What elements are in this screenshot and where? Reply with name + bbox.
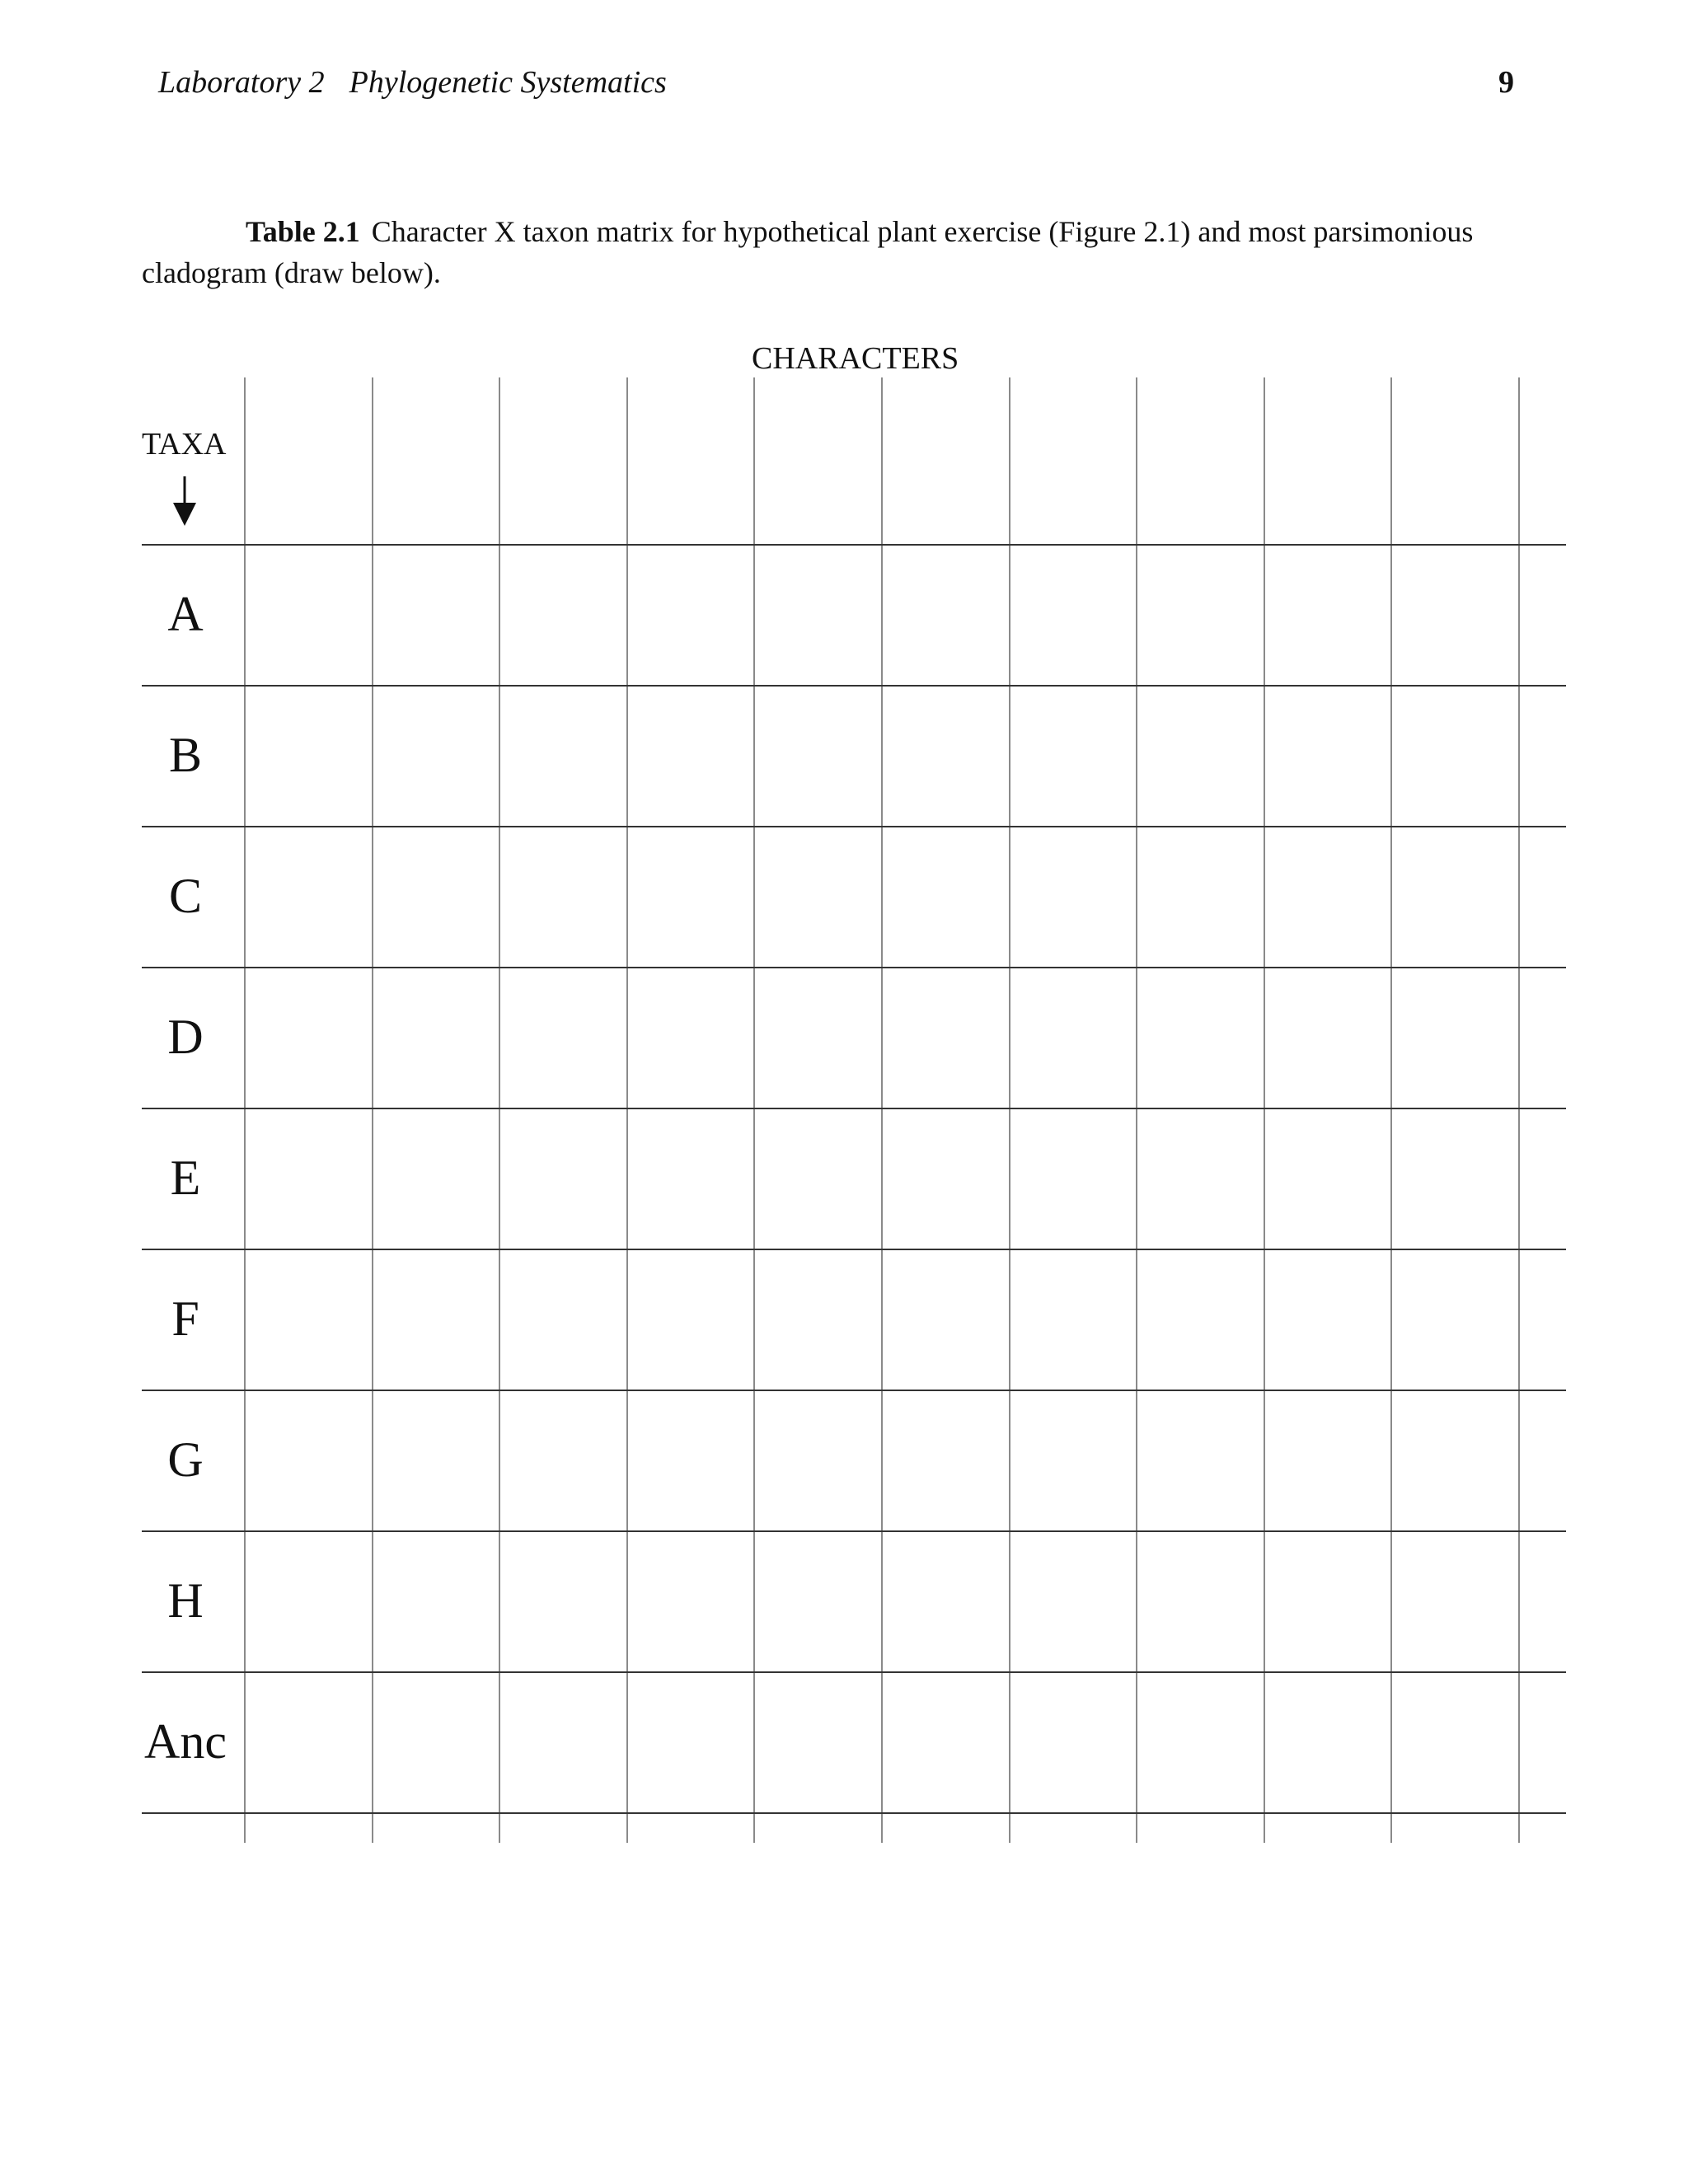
matrix-cell[interactable] [755, 1250, 879, 1388]
matrix-cell[interactable] [1265, 1109, 1390, 1247]
matrix-cell[interactable] [500, 1250, 625, 1388]
matrix-cell[interactable] [1265, 827, 1390, 965]
running-head-title: Phylogenetic Systematics [349, 65, 667, 100]
matrix-cell[interactable] [246, 546, 370, 683]
matrix-cell[interactable] [1137, 546, 1262, 683]
matrix-cell[interactable] [883, 968, 1007, 1106]
matrix-cell[interactable] [628, 1109, 753, 1247]
matrix-cell[interactable] [500, 968, 625, 1106]
matrix-cell[interactable] [1010, 1250, 1135, 1388]
caption-text: Character X taxon matrix for hypothetical plant exercise (Figure 2.1) and most parsimonious cladogram (draw below). [142, 215, 1474, 289]
matrix-cell[interactable] [246, 1250, 370, 1388]
matrix-cell[interactable] [1137, 827, 1262, 965]
matrix-cell[interactable] [373, 1673, 498, 1811]
matrix-cell[interactable] [628, 546, 753, 683]
matrix-cell[interactable] [628, 1673, 753, 1811]
matrix-cell[interactable] [1392, 546, 1517, 683]
characters-header: CHARACTERS [752, 341, 959, 376]
matrix-cell[interactable] [1010, 1109, 1135, 1247]
matrix-cell[interactable] [883, 1250, 1007, 1388]
matrix-cell[interactable] [883, 1532, 1007, 1670]
matrix-cell[interactable] [628, 827, 753, 965]
matrix-cell[interactable] [628, 1250, 753, 1388]
matrix-cell[interactable] [755, 1673, 879, 1811]
matrix-cell[interactable] [1137, 1532, 1262, 1670]
matrix-cell[interactable] [1265, 1391, 1390, 1529]
matrix-cell[interactable] [1137, 968, 1262, 1106]
matrix-cell[interactable] [1265, 968, 1390, 1106]
matrix-cell[interactable] [373, 546, 498, 683]
column-divider [1518, 377, 1520, 1843]
matrix-cell[interactable] [1265, 687, 1390, 824]
matrix-cell[interactable] [883, 546, 1007, 683]
matrix-cell[interactable] [500, 687, 625, 824]
matrix-cell[interactable] [755, 1391, 879, 1529]
matrix-cell[interactable] [1392, 687, 1517, 824]
matrix-cell[interactable] [246, 1673, 370, 1811]
matrix-cell[interactable] [755, 1109, 879, 1247]
matrix-cell[interactable] [246, 968, 370, 1106]
page-number: 9 [1498, 65, 1514, 100]
taxon-label: B [168, 727, 203, 782]
taxon-label: E [170, 1150, 201, 1205]
matrix-cell[interactable] [1010, 827, 1135, 965]
matrix-cell[interactable] [1265, 546, 1390, 683]
matrix-cell[interactable] [1010, 1532, 1135, 1670]
taxon-label: D [167, 1009, 204, 1064]
matrix-cell[interactable] [500, 827, 625, 965]
matrix-cell[interactable] [373, 968, 498, 1106]
matrix-cell[interactable] [628, 1391, 753, 1529]
matrix-cell[interactable] [1392, 1250, 1517, 1388]
running-head-lab: Laboratory 2 [158, 65, 325, 100]
matrix-cell[interactable] [1392, 1391, 1517, 1529]
matrix-cell[interactable] [1392, 1109, 1517, 1247]
matrix-cell[interactable] [373, 827, 498, 965]
taxon-label: A [167, 586, 204, 641]
matrix-cell[interactable] [883, 1109, 1007, 1247]
matrix-cell[interactable] [628, 968, 753, 1106]
matrix-cell[interactable] [883, 687, 1007, 824]
matrix-cell[interactable] [500, 1109, 625, 1247]
matrix-cell[interactable] [1137, 1250, 1262, 1388]
matrix-cell[interactable] [1392, 827, 1517, 965]
matrix-cell[interactable] [1265, 1532, 1390, 1670]
matrix-cell[interactable] [755, 546, 879, 683]
taxon-label: C [168, 868, 203, 923]
matrix-cell[interactable] [883, 1391, 1007, 1529]
matrix-cell[interactable] [373, 1532, 498, 1670]
matrix-cell[interactable] [1392, 1673, 1517, 1811]
down-arrow-icon [170, 476, 199, 526]
matrix-cell[interactable] [883, 827, 1007, 965]
matrix-cell[interactable] [246, 1109, 370, 1247]
matrix-cell[interactable] [1010, 968, 1135, 1106]
matrix-cell[interactable] [755, 687, 879, 824]
taxon-label: F [171, 1291, 199, 1346]
caption-label: Table 2.1 [246, 215, 360, 248]
matrix-cell[interactable] [1392, 1532, 1517, 1670]
matrix-cell[interactable] [373, 1109, 498, 1247]
table-caption [142, 211, 1559, 293]
matrix-cell[interactable] [246, 1391, 370, 1529]
matrix-cell[interactable] [1137, 1391, 1262, 1529]
matrix-cell[interactable] [1137, 1109, 1262, 1247]
taxon-label: H [167, 1572, 204, 1628]
matrix-cell[interactable] [500, 546, 625, 683]
matrix-cell[interactable] [500, 1673, 625, 1811]
matrix-cell[interactable] [1265, 1673, 1390, 1811]
taxa-header: TAXA [142, 427, 227, 462]
matrix-cell[interactable] [246, 687, 370, 824]
matrix-cell[interactable] [755, 1532, 879, 1670]
matrix-cell[interactable] [373, 1391, 498, 1529]
matrix-cell[interactable] [500, 1391, 625, 1529]
matrix-cell[interactable] [628, 687, 753, 824]
matrix-cell[interactable] [1010, 1391, 1135, 1529]
matrix-cell[interactable] [500, 1532, 625, 1670]
matrix-cell[interactable] [1392, 968, 1517, 1106]
row-divider [142, 1812, 1566, 1814]
matrix-cell[interactable] [883, 1673, 1007, 1811]
taxon-label: G [167, 1432, 204, 1487]
matrix-cell[interactable] [246, 1532, 370, 1670]
taxon-label: Anc [144, 1713, 227, 1769]
matrix-cell[interactable] [1137, 687, 1262, 824]
matrix-cell[interactable] [1137, 1673, 1262, 1811]
matrix-cell[interactable] [373, 1250, 498, 1388]
matrix-cell[interactable] [1010, 1673, 1135, 1811]
matrix-cell[interactable] [755, 827, 879, 965]
matrix-cell[interactable] [1010, 546, 1135, 683]
running-head [158, 64, 667, 101]
matrix-cell[interactable] [1010, 687, 1135, 824]
matrix-cell[interactable] [628, 1532, 753, 1670]
matrix-cell[interactable] [1265, 1250, 1390, 1388]
matrix-cell[interactable] [246, 827, 370, 965]
matrix-cell[interactable] [755, 968, 879, 1106]
matrix-cell[interactable] [373, 687, 498, 824]
